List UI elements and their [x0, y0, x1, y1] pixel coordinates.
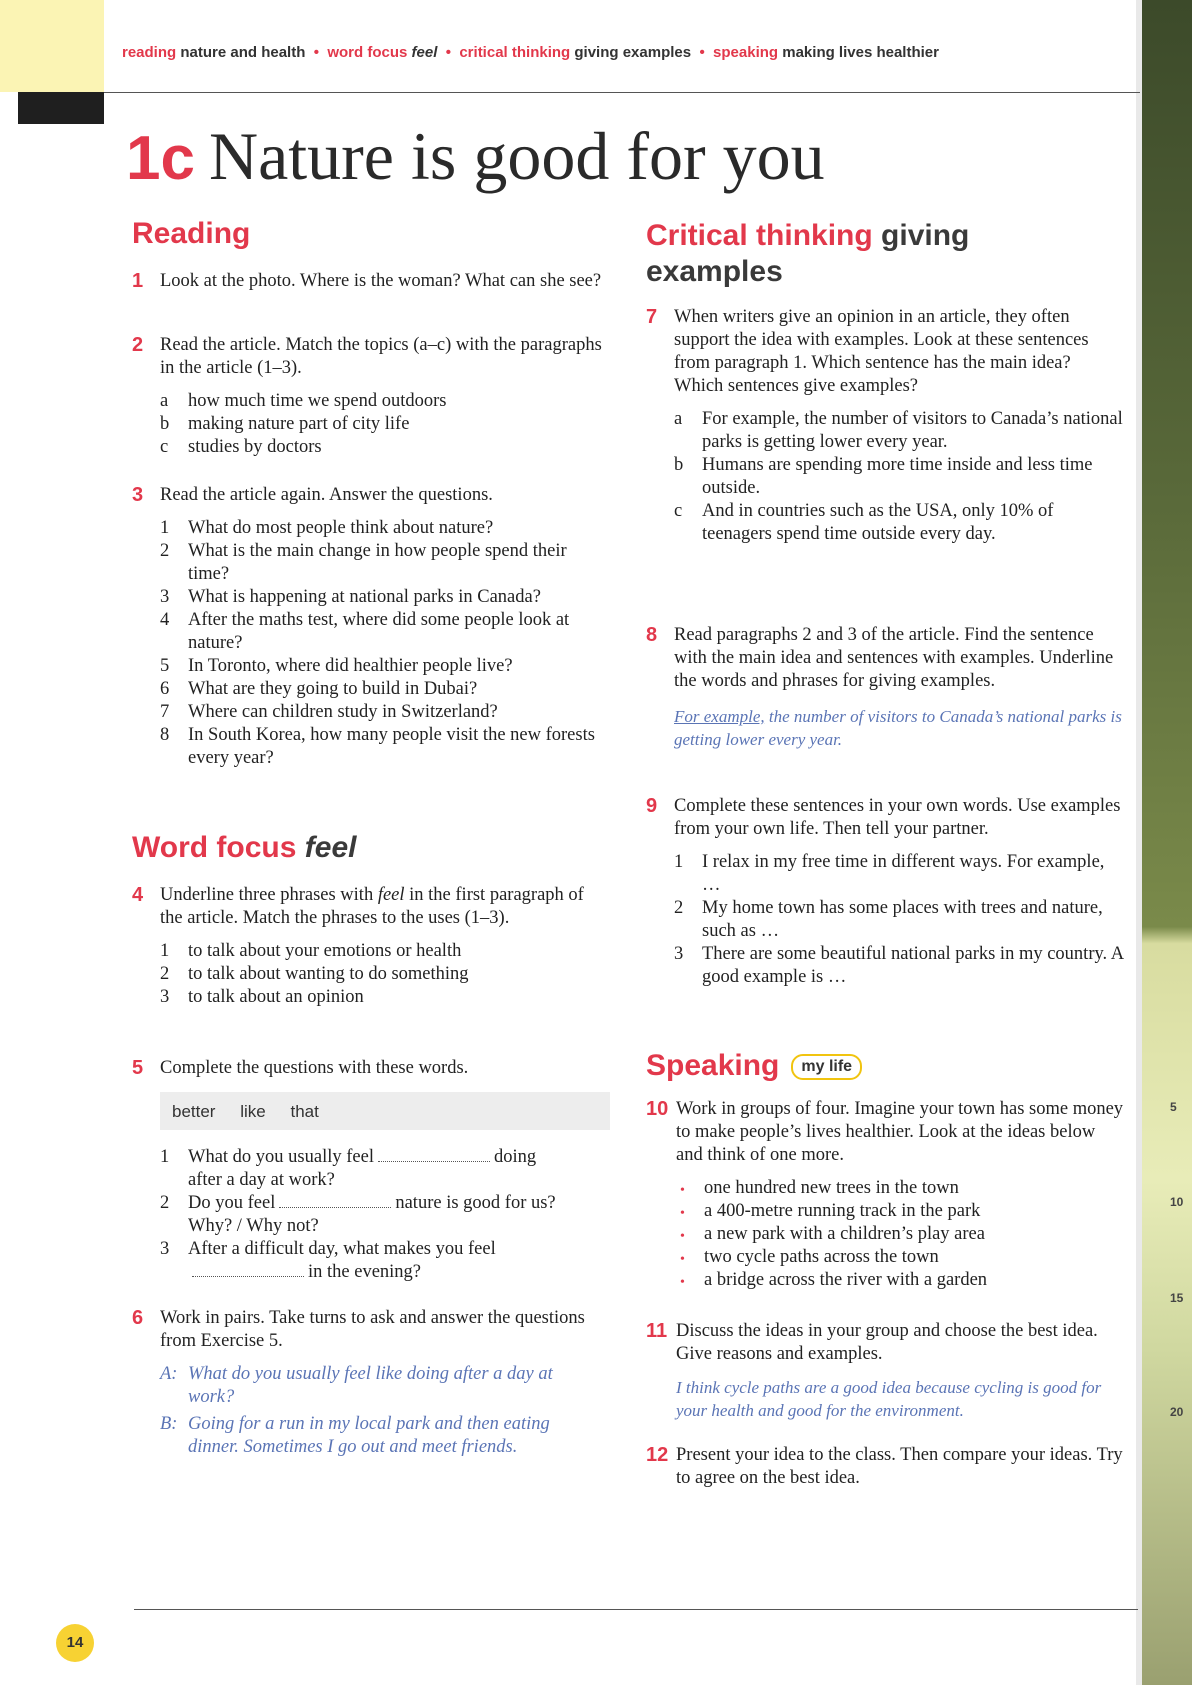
line-number-10: 10: [1170, 1195, 1184, 1209]
adjacent-page-photo: [1142, 0, 1192, 1685]
lesson-overview-line: reading nature and health • word focus feel • critical thinking giving examples • speaking making lives healthier: [122, 44, 939, 61]
critical-thinking-heading: Critical thinking giving examples: [646, 219, 970, 288]
exercise-3: 3 Read the article again. Answer the questions. 1 What do most people think about nature? 2 What is the main change in how people spend their time? 3 What is happening at national parks in Canada? 4 After the maths test, where did some people look at nature? 5 In Toronto, where did healthier people live? 6 What are they going to build in Dubai? 7 Where can children study in Switzerland? 8 In South Korea, how many people visit the new forests every year?: [132, 484, 602, 770]
answer-blank[interactable]: [192, 1262, 304, 1277]
line-number-5: 5: [1170, 1100, 1177, 1114]
list-item: c And in countries such as the USA, only 10% of teenagers spend time outside every day.: [674, 501, 1054, 544]
list-item: 3 What is happening at national parks in Canada?: [160, 587, 541, 607]
speaking-heading: Speaking my life: [646, 1048, 862, 1084]
list-item: 2 Do you feel nature is good for us? Why? / Why not?: [160, 1193, 556, 1236]
list-item: a For example, the number of visitors to Canada’s national parks is getting lower every year.: [674, 409, 1123, 452]
topic-list: [160, 390, 602, 459]
line-number-15: 15: [1170, 1291, 1184, 1305]
list-item: 3 After a difficult day, what makes you feel in the evening?: [160, 1239, 496, 1282]
gap-fill-list: [160, 1146, 610, 1284]
sentence-list: [674, 408, 1124, 546]
list-item: 8 In South Korea, how many people visit the new forests every year?: [160, 725, 595, 768]
list-item: 1 What do you usually feel doing after a day at work?: [160, 1147, 537, 1190]
exercise-2: 2 Read the article. Match the topics (a–c) with the paragraphs in the article (1–3). a how much time we spend outdoors b making nature part of city life c studies by doctors: [132, 334, 602, 457]
list-item: 1 What do most people think about nature?: [160, 518, 494, 538]
exercise-12: 12 Present your idea to the class. Then compare your ideas. Try to agree on the best idea.: [646, 1444, 1123, 1488]
dialogue-line: A: What do you usually feel like doing after a day at work?: [160, 1364, 553, 1407]
sentence-starters: [674, 851, 1124, 989]
my-life-badge: my life: [791, 1054, 862, 1080]
list-item: • one hundred new trees in the town: [680, 1178, 959, 1198]
dialogue-line: B: Going for a run in my local park and then eating dinner. Sometimes I go out and meet friends.: [160, 1414, 550, 1457]
exercise-6: 6 Work in pairs. Take turns to ask and answer the questions from Exercise 5. A: What do you usually feel like doing after a day at work? B: Going for a run in my local park and then eating dinner. Sometimes I go out and meet friends.: [132, 1307, 602, 1459]
list-item: b making nature part of city life: [160, 414, 410, 434]
word-box: better like that: [160, 1092, 610, 1130]
header-rule: [104, 92, 1140, 93]
exercise-7: 7 When writers give an opinion in an article, they often support the idea with examples. Look at these sentences from paragraph 1. Which sentence has the main idea? Which sentences give examples? a For example, the number of visitors to Canada’s national parks is getting lower every year. b Humans are spending more time inside and less time outside. c And in countries such as the USA, only 10% of teenagers spend time outside every day.: [646, 306, 1123, 544]
list-item: 3 to talk about an opinion: [160, 987, 364, 1007]
section-tab: [18, 92, 104, 124]
list-item: 6 What are they going to build in Dubai?: [160, 679, 478, 699]
list-item: c studies by doctors: [160, 437, 322, 457]
question-list: [160, 517, 602, 770]
list-item: • a bridge across the river with a garden: [680, 1270, 988, 1290]
exercise-8: 8 Read paragraphs 2 and 3 of the article. Find the sentence with the main idea and sentences with examples. Underline the words and phrases for giving examples. For example, the number of visitors to Canada’s national parks is getting lower every year.: [646, 624, 1124, 751]
uses-list: [160, 940, 602, 1009]
header-color-band: [0, 0, 104, 92]
exercise-5: 5 Complete the questions with these words. better like that 1 What do you usually feel doing after a day at work? 2 Do you feel nature is good for us? Why? / Why not? 3 After a difficult day, what makes you feel in the evening?: [132, 1057, 610, 1284]
exercise-10: 10 Work in groups of four. Imagine your town has some money to make people’s lives healthier. Look at the ideas below and think of one more. • one hundred new trees in the town • a 400-metre running track in the park • a new park with a children’s play area • two cycle paths across the town • a bridge across the river with a garden: [646, 1098, 1124, 1290]
list-item: 1 I relax in my free time in different ways. For example, …: [674, 852, 1105, 895]
exercise-11: 11 Discuss the ideas in your group and choose the best idea. Give reasons and examples. I think cycle paths are a good idea because cycling is good for your health and good for the environment.: [646, 1320, 1124, 1422]
footer-rule: [134, 1609, 1138, 1610]
line-number-20: 20: [1170, 1405, 1184, 1419]
list-item: a how much time we spend outdoors: [160, 391, 447, 411]
page-number: 14: [56, 1624, 94, 1662]
list-item: 5 In Toronto, where did healthier people live?: [160, 656, 513, 676]
reading-heading: Reading: [132, 217, 251, 250]
list-item: 3 There are some beautiful national parks in my country. A good example is …: [674, 944, 1124, 987]
list-item: 4 After the maths test, where did some people look at nature?: [160, 610, 570, 653]
list-item: 7 Where can children study in Switzerland?: [160, 702, 498, 722]
dialogue-example: [160, 1363, 602, 1459]
exercise-4: 4 Underline three phrases with feel in the first paragraph of the article. Match the phrases to the uses (1–3). 1 to talk about your emotions or health 2 to talk about wanting to do something 3 to talk about an opinion: [132, 884, 602, 1009]
list-item: 2 What is the main change in how people spend their time?: [160, 541, 567, 584]
list-item: • two cycle paths across the town: [680, 1247, 939, 1267]
word-focus-heading: Word focus feel: [132, 831, 357, 864]
list-item: 1 to talk about your emotions or health: [160, 941, 462, 961]
list-item: • a 400-metre running track in the park: [680, 1201, 981, 1221]
exercise-9: 9 Complete these sentences in your own words. Use examples from your own life. Then tell your partner. 1 I relax in my free time in different ways. For example, … 2 My home town has some places with trees and nature, such as … 3 There are some beautiful national parks in my country. A good example is …: [646, 795, 1124, 987]
example-sentence: I think cycle paths are a good idea because cycling is good for your health and good for the environment.: [676, 1378, 1102, 1420]
page-title: 1c Nature is good for you: [126, 118, 825, 194]
answer-blank[interactable]: [279, 1193, 391, 1208]
ideas-list: [676, 1177, 1124, 1292]
list-item: b Humans are spending more time inside and less time outside.: [674, 455, 1093, 498]
answer-blank[interactable]: [378, 1147, 490, 1162]
list-item: • a new park with a children’s play area: [680, 1224, 985, 1244]
example-sentence: For example, the number of visitors to Canada’s national parks is getting lower every year.: [674, 707, 1122, 749]
list-item: 2 to talk about wanting to do something: [160, 964, 469, 984]
list-item: 2 My home town has some places with trees and nature, such as …: [674, 898, 1103, 941]
exercise-1: 1 Look at the photo. Where is the woman? What can she see?: [132, 270, 602, 292]
